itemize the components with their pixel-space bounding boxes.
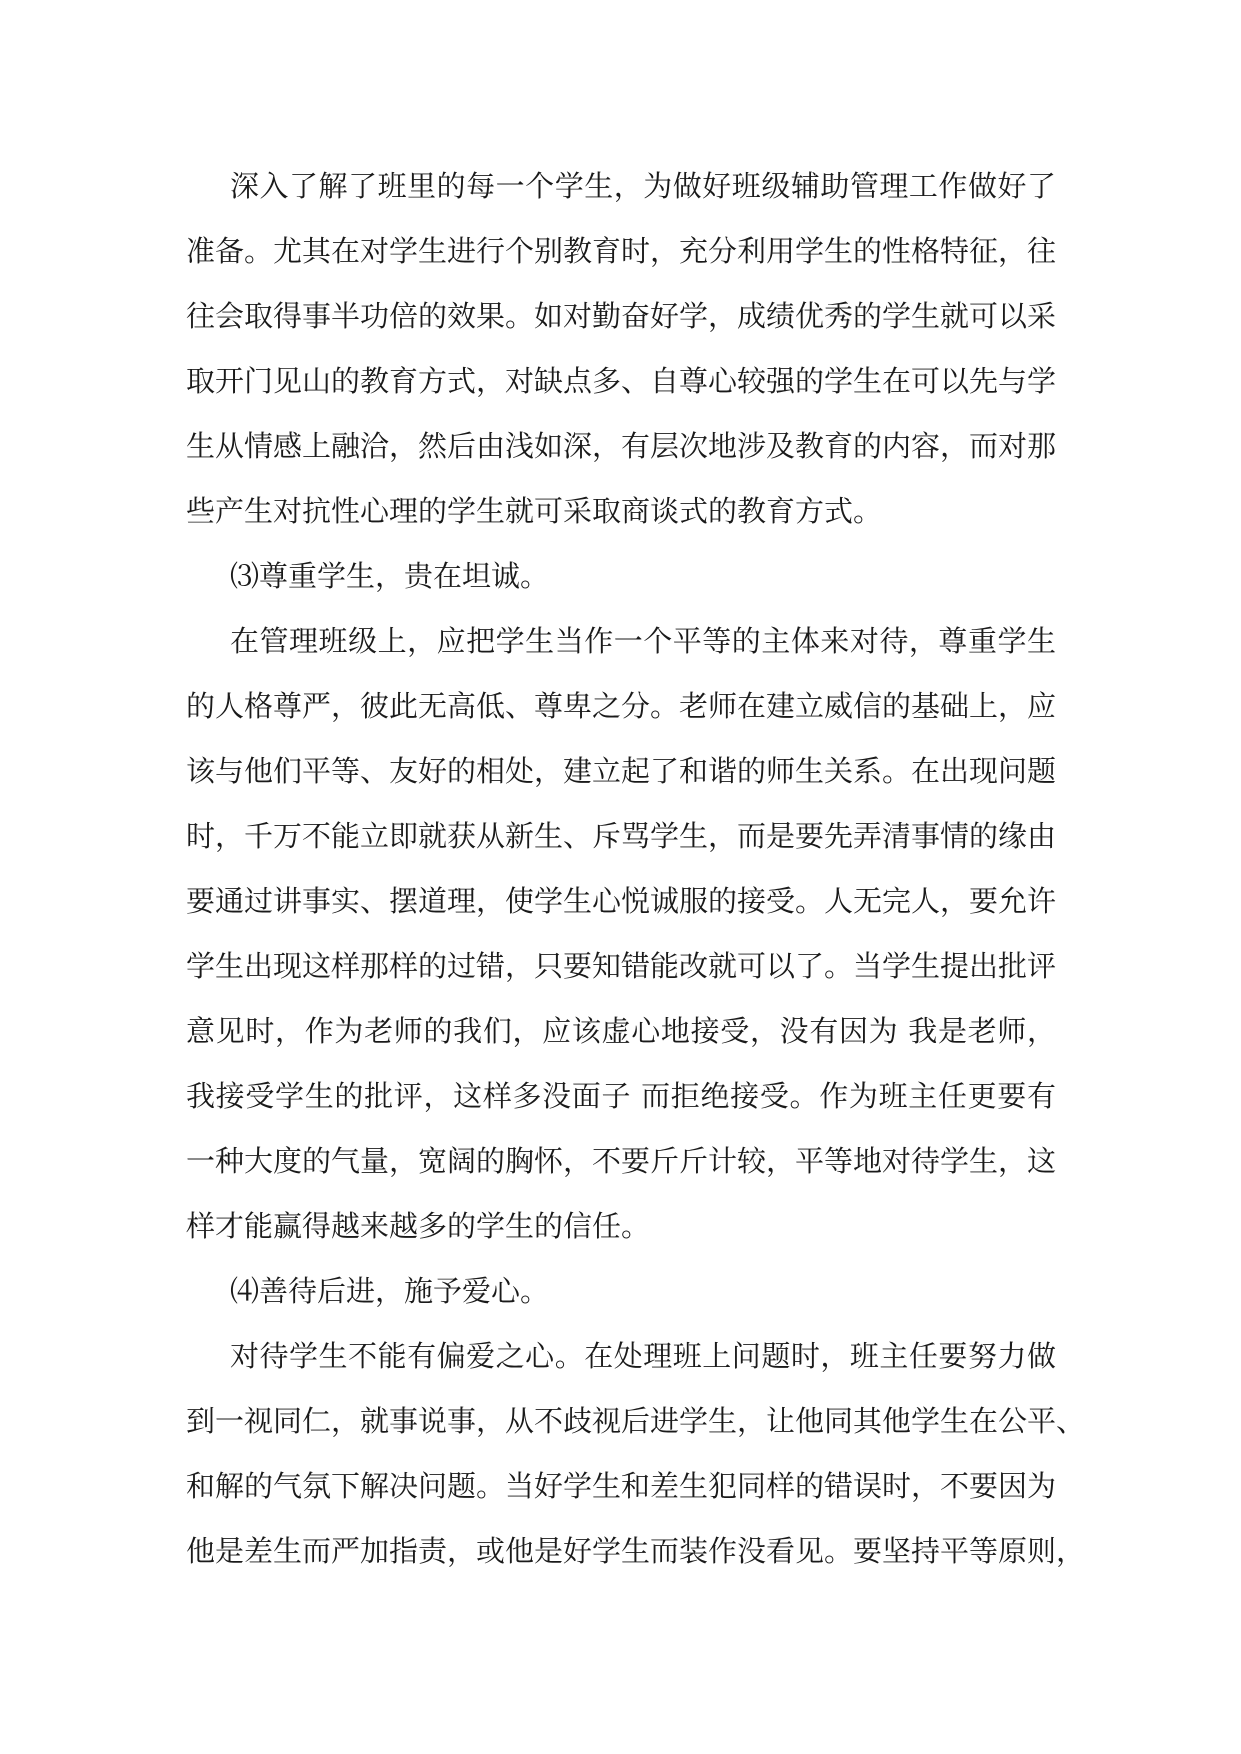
- text-line: 到一视同仁，就事说事，从不歧视后进学生，让他同其他学生在公平、: [186, 1404, 1086, 1438]
- text-line: 生从情感上融洽，然后由浅如深，有层次地涉及教育的内容，而对那: [186, 429, 1057, 463]
- text-line: ⑷善待后进，施予爱心。: [230, 1274, 550, 1308]
- text-line: 对待学生不能有偏爱之心。在处理班上问题时，班主任要努力做: [230, 1339, 1056, 1373]
- text-line: 一种大度的气量，宽阔的胸怀，不要斤斤计较，平等地对待学生，这: [186, 1144, 1057, 1178]
- text-line: 意见时，作为老师的我们，应该虚心地接受，没有因为 我是老师，: [186, 1014, 1056, 1048]
- text-line: 学生出现这样那样的过错，只要知错能改就可以了。当学生提出批评: [186, 949, 1057, 983]
- text-line: ⑶尊重学生，贵在坦诚。: [230, 559, 550, 593]
- text-line: 要通过讲事实、摆道理，使学生心悦诚服的接受。人无完人，要允许: [186, 884, 1057, 918]
- text-line: 该与他们平等、友好的相处，建立起了和谐的师生关系。在出现问题: [186, 754, 1057, 788]
- text-line: 取开门见山的教育方式，对缺点多、自尊心较强的学生在可以先与学: [186, 364, 1057, 398]
- text-line: 准备。尤其在对学生进行个别教育时，充分利用学生的性格特征，往: [186, 234, 1057, 268]
- text-line: 我接受学生的批评，这样多没面子 而拒绝接受。作为班主任更要有: [186, 1079, 1056, 1113]
- text-line: 深入了解了班里的每一个学生，为做好班级辅助管理工作做好了: [230, 169, 1056, 203]
- document-body: [186, 154, 1086, 1584]
- text-line: 时，千万不能立即就获从新生、斥骂学生，而是要先弄清事情的缘由: [186, 819, 1057, 853]
- text-line: 和解的气氛下解决问题。当好学生和差生犯同样的错误时，不要因为: [186, 1469, 1057, 1503]
- text-line: 些产生对抗性心理的学生就可采取商谈式的教育方式。: [186, 494, 883, 528]
- text-line: 的人格尊严，彼此无高低、尊卑之分。老师在建立威信的基础上，应: [186, 689, 1057, 723]
- text-line: 他是差生而严加指责，或他是好学生而装作没看见。要坚持平等原则，: [186, 1534, 1086, 1568]
- text-line: 样才能赢得越来越多的学生的信任。: [186, 1209, 651, 1243]
- text-line: 往会取得事半功倍的效果。如对勤奋好学，成绩优秀的学生就可以采: [186, 299, 1057, 333]
- text-line: 在管理班级上，应把学生当作一个平等的主体来对待，尊重学生: [230, 624, 1056, 658]
